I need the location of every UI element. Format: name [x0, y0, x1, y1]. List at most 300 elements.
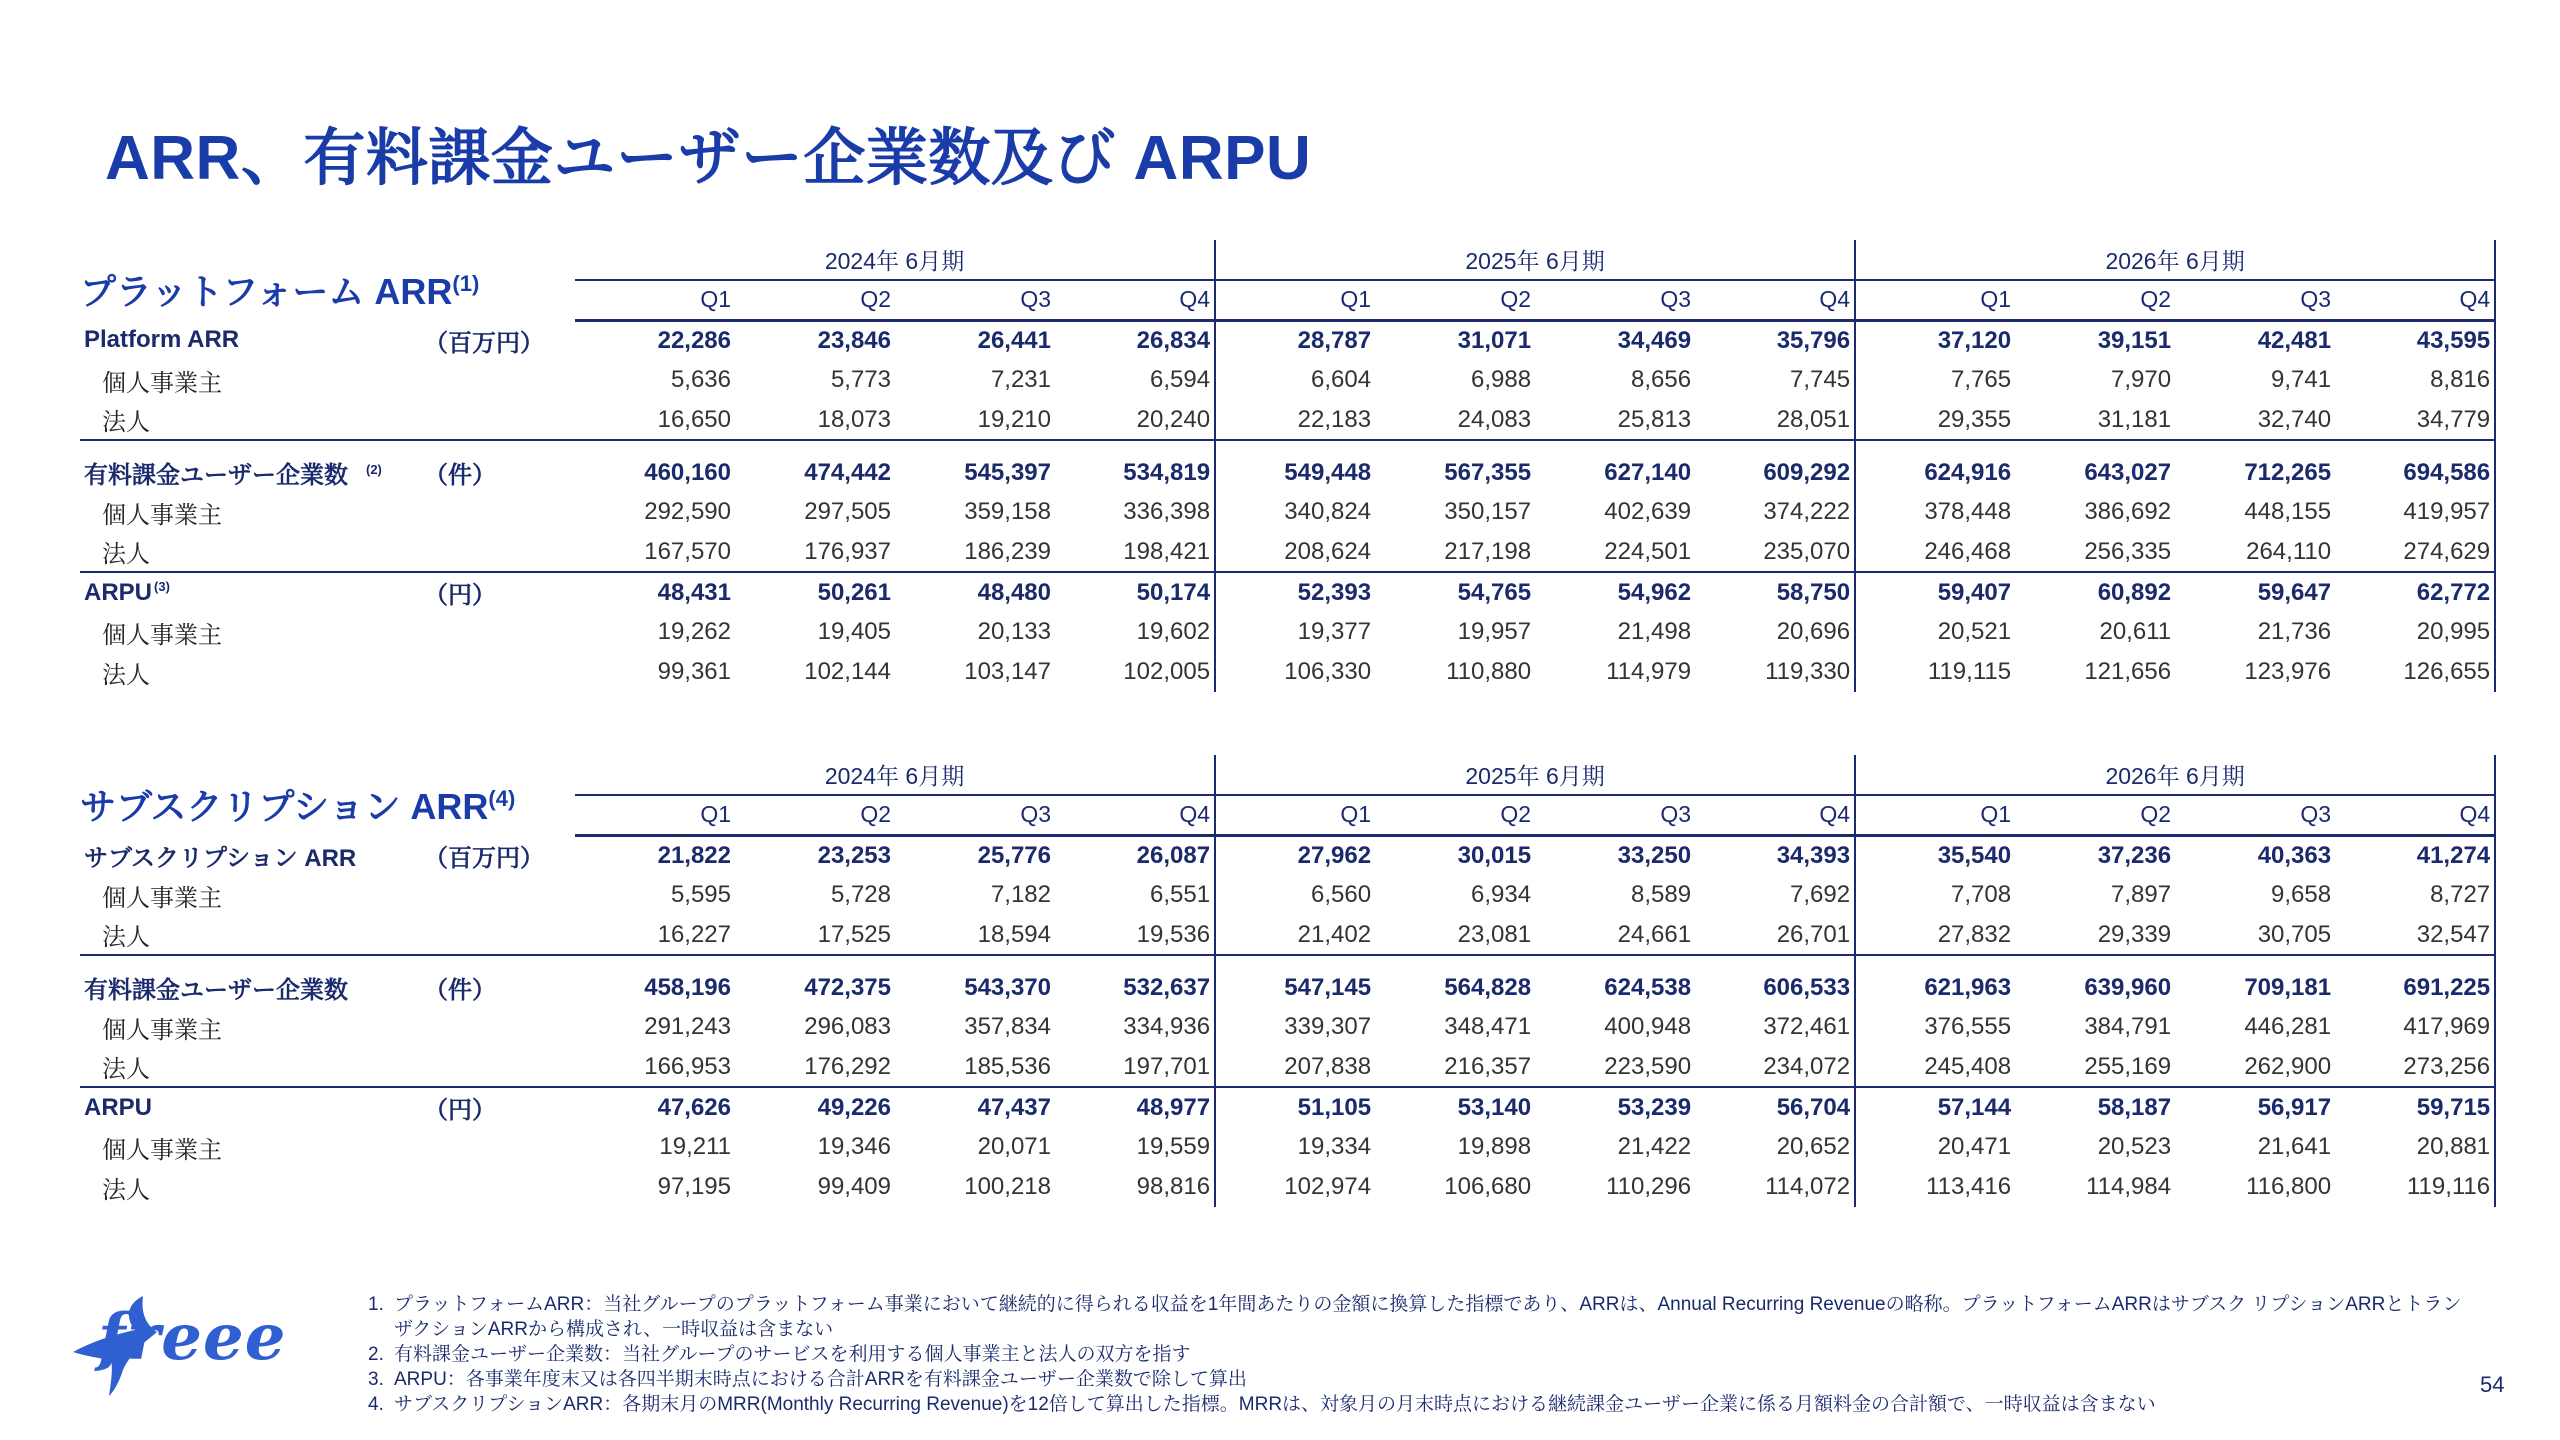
value-cell: 19,210 — [977, 405, 1051, 433]
value-cell: 20,471 — [1937, 1133, 2012, 1160]
row-label-text: 法人 — [102, 924, 150, 951]
row-unit — [420, 400, 575, 440]
row-label-text: 個人事業主 — [102, 1016, 222, 1044]
fiscal-year-header: 2025年 6月期 — [1215, 755, 1855, 795]
value-cell: 39,151 — [2097, 326, 2172, 354]
table-row — [80, 915, 2495, 955]
value-cell: 41,274 — [2335, 835, 2495, 875]
value-cell: 359,158 — [964, 498, 1051, 525]
row-unit: （円） — [420, 1087, 575, 1127]
value-cell: 56,917 — [2175, 1087, 2335, 1127]
value-cell: 50,174 — [1055, 572, 1215, 612]
value-cell: 624,538 — [1535, 955, 1695, 1007]
footnote-mark: (2) — [366, 462, 382, 477]
value-cell: 26,834 — [1055, 320, 1215, 360]
value-cell: 31,181 — [2097, 405, 2172, 433]
value-cell: 264,110 — [2246, 537, 2332, 565]
value-cell: 6,604 — [1310, 366, 1372, 393]
value-cell: 378,448 — [1924, 498, 2012, 525]
row-label — [80, 652, 420, 692]
value-cell: 547,145 — [1215, 955, 1375, 1007]
header-spacer — [80, 240, 420, 280]
value-cell: 103,147 — [964, 658, 1051, 685]
value-cell: 58,187 — [2015, 1087, 2175, 1127]
value-cell: 48,480 — [895, 572, 1055, 612]
value-cell: 8,656 — [1630, 366, 1692, 393]
value-cell: 234,072 — [1695, 1047, 1855, 1087]
quarter-header: Q1 — [575, 280, 735, 320]
section-title-footnote-mark: (1) — [452, 271, 480, 296]
footnote-item — [368, 1367, 2478, 1392]
row-label — [80, 1047, 420, 1087]
value-cell: 534,819 — [1055, 440, 1215, 492]
fiscal-year-header: 2026年 6月期 — [1855, 240, 2495, 280]
value-cell: 296,083 — [804, 1013, 891, 1040]
value-cell: 27,832 — [1937, 920, 2012, 948]
value-cell: 24,083 — [1457, 405, 1532, 433]
value-cell: 532,637 — [1055, 955, 1215, 1007]
section-title-footnote-mark: (4) — [488, 786, 516, 811]
row-label — [80, 875, 420, 915]
row-label-text: 法人 — [102, 409, 150, 436]
quarter-header: Q4 — [1695, 795, 1855, 835]
value-cell: 7,708 — [1951, 881, 2012, 908]
value-cell: 102,974 — [1284, 1173, 1372, 1200]
value-cell: 25,813 — [1617, 405, 1692, 433]
value-cell: 114,984 — [2086, 1173, 2172, 1200]
subscription-arr-table — [80, 755, 2496, 1207]
value-cell: 448,155 — [2244, 498, 2332, 525]
quarter-header: Q3 — [895, 280, 1055, 320]
footnote-item — [368, 1342, 2478, 1367]
value-cell: 5,728 — [830, 881, 891, 908]
value-cell: 110,296 — [1606, 1173, 1692, 1200]
quarter-header: Q4 — [2335, 795, 2495, 835]
value-cell: 28,051 — [1695, 400, 1855, 440]
section-title-text: サブスクリプション ARR — [80, 786, 489, 827]
value-cell: 246,468 — [1924, 537, 2012, 565]
footnote-text: サブスクリプションARR：各期末月のMRR(Monthly Recurring Revenue)を12倍して算出した指標。MRRは、対象月の月末時点における継続課金ユーザー企業に係る月額料金の合計額で、一時収益は含まない — [394, 1394, 2156, 1415]
value-cell: 37,236 — [2097, 841, 2172, 869]
footnotes — [368, 1292, 2478, 1417]
row-unit — [420, 1007, 575, 1047]
value-cell: 27,962 — [1297, 841, 1372, 869]
freee-logo-text: freee — [98, 1300, 287, 1375]
value-cell: 18,594 — [977, 920, 1051, 948]
value-cell: 18,073 — [817, 405, 891, 433]
quarter-header: Q1 — [1855, 795, 2015, 835]
value-cell: 7,745 — [1695, 360, 1855, 400]
value-cell: 25,776 — [977, 841, 1051, 869]
row-label — [80, 835, 420, 875]
value-cell: 217,198 — [1444, 537, 1532, 565]
table-row — [80, 320, 2495, 360]
value-cell: 185,536 — [964, 1052, 1051, 1080]
row-label — [80, 955, 420, 1007]
value-cell: 19,262 — [657, 618, 731, 645]
value-cell: 31,071 — [1457, 326, 1532, 354]
value-cell: 6,551 — [1055, 875, 1215, 915]
row-unit: （百万円） — [424, 844, 544, 872]
value-cell: 198,421 — [1055, 532, 1215, 572]
value-cell: 292,590 — [644, 498, 731, 525]
row-unit — [420, 652, 575, 692]
value-cell: 30,015 — [1457, 841, 1532, 869]
value-cell: 53,239 — [1535, 1087, 1695, 1127]
value-cell: 16,650 — [657, 405, 731, 433]
platform-arr-table — [80, 240, 2496, 692]
value-cell: 386,692 — [2084, 498, 2172, 525]
value-cell: 106,680 — [1444, 1173, 1532, 1200]
value-cell: 7,231 — [990, 366, 1051, 393]
row-unit — [420, 875, 575, 915]
value-cell: 350,157 — [1444, 498, 1532, 525]
value-cell: 20,652 — [1695, 1127, 1855, 1167]
value-cell: 208,624 — [1284, 537, 1372, 565]
value-cell: 51,105 — [1215, 1087, 1375, 1127]
value-cell: 119,330 — [1695, 652, 1855, 692]
value-cell: 643,027 — [2015, 440, 2175, 492]
footnote-item — [368, 1292, 2478, 1342]
row-label-text: 法人 — [102, 541, 150, 568]
row-label-text: 法人 — [102, 661, 150, 689]
value-cell: 48,431 — [575, 572, 735, 612]
row-label — [80, 1127, 420, 1167]
quarter-header: Q1 — [1215, 280, 1375, 320]
value-cell: 235,070 — [1695, 532, 1855, 572]
header-spacer — [420, 795, 575, 835]
row-label — [80, 492, 420, 532]
value-cell: 20,995 — [2335, 612, 2495, 652]
value-cell: 8,589 — [1630, 881, 1692, 908]
footnote-text: プラットフォームARR：当社グループのプラットフォーム事業において継続的に得られる収益を1年間あたりの金額に換算した指標であり、ARRは、Annual Recurring Revenueの略称。プラットフォームARRはサブスク リプションARRとトランザクションARRから構成され、一時収益は含まない — [394, 1294, 2462, 1340]
table-row — [80, 875, 2495, 915]
quarter-header: Q4 — [2335, 280, 2495, 320]
value-cell: 417,969 — [2335, 1007, 2495, 1047]
row-label-text: 個人事業主 — [102, 1136, 222, 1164]
value-cell: 47,437 — [895, 1087, 1055, 1127]
value-cell: 123,976 — [2244, 658, 2332, 685]
value-cell: 50,261 — [735, 572, 895, 612]
value-cell: 176,937 — [804, 537, 891, 565]
value-cell: 176,292 — [804, 1052, 891, 1080]
value-cell: 624,916 — [1855, 440, 2015, 492]
fiscal-year-header: 2026年 6月期 — [1855, 755, 2495, 795]
value-cell: 402,639 — [1604, 498, 1692, 525]
value-cell: 34,469 — [1617, 326, 1692, 354]
value-cell: 52,393 — [1215, 572, 1375, 612]
value-cell: 22,183 — [1297, 405, 1372, 433]
header-spacer — [80, 795, 420, 835]
footnote-number: 4. — [368, 1394, 384, 1415]
fiscal-year-header: 2024年 6月期 — [575, 755, 1215, 795]
value-cell: 20,881 — [2335, 1127, 2495, 1167]
quarter-header: Q3 — [1535, 280, 1695, 320]
value-cell: 119,115 — [1927, 658, 2012, 685]
value-cell: 7,765 — [1951, 366, 2012, 393]
value-cell: 54,765 — [1375, 572, 1535, 612]
section-title-text: プラットフォーム ARR — [80, 271, 453, 312]
footnote-number: 3. — [368, 1369, 384, 1390]
value-cell: 21,422 — [1617, 1133, 1692, 1160]
value-cell: 56,704 — [1695, 1087, 1855, 1127]
row-label — [80, 440, 420, 492]
value-cell: 8,727 — [2335, 875, 2495, 915]
value-cell: 339,307 — [1284, 1013, 1372, 1040]
row-label — [80, 320, 420, 360]
row-unit — [420, 492, 575, 532]
value-cell: 20,071 — [977, 1133, 1051, 1160]
value-cell: 16,227 — [657, 920, 731, 948]
table-row — [80, 492, 2495, 532]
value-cell: 256,335 — [2084, 537, 2172, 565]
value-cell: 621,963 — [1855, 955, 2015, 1007]
value-cell: 119,116 — [2335, 1167, 2495, 1207]
value-cell: 21,641 — [2257, 1133, 2332, 1160]
value-cell: 102,144 — [804, 658, 891, 685]
table-row — [80, 1047, 2495, 1087]
value-cell: 223,590 — [1604, 1052, 1692, 1080]
row-label-text: 個人事業主 — [102, 884, 222, 912]
value-cell: 53,140 — [1375, 1087, 1535, 1127]
value-cell: 9,741 — [2271, 366, 2332, 393]
header-spacer — [420, 755, 575, 795]
value-cell: 60,892 — [2015, 572, 2175, 612]
value-cell: 334,936 — [1055, 1007, 1215, 1047]
value-cell: 609,292 — [1695, 440, 1855, 492]
value-cell: 19,602 — [1055, 612, 1215, 652]
table-row — [80, 360, 2495, 400]
row-unit — [420, 1167, 575, 1207]
value-cell: 458,196 — [575, 955, 735, 1007]
row-label — [80, 612, 420, 652]
value-cell: 26,087 — [1055, 835, 1215, 875]
value-cell: 58,750 — [1695, 572, 1855, 612]
value-cell: 6,594 — [1055, 360, 1215, 400]
value-cell: 376,555 — [1924, 1013, 2012, 1040]
value-cell: 197,701 — [1055, 1047, 1215, 1087]
value-cell: 26,701 — [1695, 915, 1855, 955]
value-cell: 106,330 — [1284, 658, 1372, 685]
row-label-text: 法人 — [102, 1056, 150, 1083]
fiscal-year-header: 2024年 6月期 — [575, 240, 1215, 280]
value-cell: 291,243 — [644, 1013, 731, 1040]
value-cell: 59,715 — [2335, 1087, 2495, 1127]
value-cell: 297,505 — [804, 498, 891, 525]
value-cell: 374,222 — [1695, 492, 1855, 532]
row-label-text: 個人事業主 — [102, 369, 222, 397]
row-unit — [420, 532, 575, 572]
value-cell: 7,970 — [2111, 366, 2172, 393]
value-cell: 40,363 — [2257, 841, 2332, 869]
value-cell: 543,370 — [895, 955, 1055, 1007]
footnote-text: 有料課金ユーザー企業数：当社グループのサービスを利用する個人事業主と法人の双方を指す — [394, 1344, 1191, 1365]
value-cell: 606,533 — [1695, 955, 1855, 1007]
value-cell: 336,398 — [1055, 492, 1215, 532]
table-row — [80, 572, 2495, 612]
value-cell: 709,181 — [2175, 955, 2335, 1007]
value-cell: 34,779 — [2335, 400, 2495, 440]
value-cell: 35,796 — [1695, 320, 1855, 360]
row-label-text: ARPU — [84, 1093, 153, 1121]
value-cell: 357,834 — [964, 1013, 1051, 1040]
quarter-header: Q1 — [1215, 795, 1375, 835]
value-cell: 43,595 — [2335, 320, 2495, 360]
value-cell: 691,225 — [2335, 955, 2495, 1007]
value-cell: 29,355 — [1937, 405, 2012, 433]
value-cell: 19,559 — [1055, 1127, 1215, 1167]
value-cell: 549,448 — [1215, 440, 1375, 492]
value-cell: 372,461 — [1695, 1007, 1855, 1047]
value-cell: 97,195 — [657, 1173, 731, 1200]
row-label — [80, 1007, 420, 1047]
value-cell: 100,218 — [964, 1173, 1051, 1200]
value-cell: 419,957 — [2335, 492, 2495, 532]
value-cell: 126,655 — [2335, 652, 2495, 692]
row-label-text: サブスクリプション ARR — [84, 844, 357, 872]
value-cell: 273,256 — [2335, 1047, 2495, 1087]
value-cell: 110,880 — [1446, 658, 1532, 685]
row-unit — [420, 1047, 575, 1087]
quarter-header: Q2 — [1375, 795, 1535, 835]
value-cell: 37,120 — [1937, 326, 2012, 354]
table-row — [80, 440, 2495, 492]
value-cell: 5,773 — [830, 366, 891, 393]
quarter-header: Q4 — [1055, 280, 1215, 320]
quarter-header: Q2 — [2015, 280, 2175, 320]
value-cell: 712,265 — [2175, 440, 2335, 492]
quarter-header: Q3 — [895, 795, 1055, 835]
value-cell: 116,800 — [2246, 1173, 2332, 1200]
value-cell: 20,523 — [2097, 1133, 2172, 1160]
header-spacer — [80, 755, 420, 795]
value-cell: 62,772 — [2335, 572, 2495, 612]
value-cell: 114,072 — [1695, 1167, 1855, 1207]
value-cell: 59,407 — [1855, 572, 2015, 612]
value-cell: 23,253 — [817, 841, 891, 869]
fiscal-year-header: 2025年 6月期 — [1215, 240, 1855, 280]
quarter-header-row — [80, 280, 2495, 320]
value-cell: 19,377 — [1297, 618, 1372, 645]
footnote-text: ARPU：各事業年度末又は各四半期末時点における合計ARRを有料課金ユーザー企業数で除して算出 — [394, 1369, 1247, 1390]
header-spacer — [80, 280, 420, 320]
value-cell: 20,696 — [1695, 612, 1855, 652]
row-unit — [420, 1127, 575, 1167]
value-cell: 6,560 — [1310, 881, 1372, 908]
row-unit: （円） — [420, 572, 575, 612]
row-label-text: Platform ARR — [84, 326, 240, 353]
value-cell: 5,595 — [670, 881, 731, 908]
value-cell: 255,169 — [2084, 1052, 2172, 1080]
row-unit: （百万円） — [424, 329, 544, 357]
row-label-text: ARPU — [84, 578, 153, 606]
value-cell: 19,536 — [1055, 915, 1215, 955]
value-cell: 121,656 — [2084, 658, 2172, 685]
value-cell: 5,636 — [670, 366, 731, 393]
value-cell: 98,816 — [1055, 1167, 1215, 1207]
row-unit — [420, 360, 575, 400]
value-cell: 274,629 — [2335, 532, 2495, 572]
row-label-text: 有料課金ユーザー企業数 — [84, 462, 348, 489]
value-cell: 113,416 — [1926, 1173, 2012, 1200]
row-label — [80, 572, 420, 612]
value-cell: 23,846 — [817, 326, 891, 354]
value-cell: 207,838 — [1284, 1052, 1372, 1080]
value-cell: 262,900 — [2244, 1052, 2332, 1080]
value-cell: 694,586 — [2335, 440, 2495, 492]
value-cell: 20,521 — [1937, 618, 2012, 645]
year-header-row — [80, 755, 2495, 795]
header-spacer — [420, 280, 575, 320]
row-label-text: 個人事業主 — [102, 621, 222, 649]
value-cell: 446,281 — [2244, 1013, 2332, 1040]
quarter-header: Q4 — [1055, 795, 1215, 835]
value-cell: 19,211 — [659, 1133, 731, 1160]
value-cell: 24,661 — [1617, 920, 1692, 948]
table-row — [80, 532, 2495, 572]
value-cell: 28,787 — [1297, 326, 1372, 354]
value-cell: 22,286 — [657, 326, 731, 354]
value-cell: 19,898 — [1457, 1133, 1532, 1160]
row-unit — [420, 612, 575, 652]
value-cell: 348,471 — [1444, 1013, 1532, 1040]
value-cell: 474,442 — [735, 440, 895, 492]
quarter-header: Q3 — [2175, 795, 2335, 835]
value-cell: 8,816 — [2335, 360, 2495, 400]
value-cell: 245,408 — [1924, 1052, 2012, 1080]
value-cell: 26,441 — [977, 326, 1051, 354]
value-cell: 639,960 — [2015, 955, 2175, 1007]
value-cell: 9,658 — [2271, 881, 2332, 908]
quarter-header: Q3 — [1535, 795, 1695, 835]
row-label — [80, 915, 420, 955]
value-cell: 32,547 — [2335, 915, 2495, 955]
value-cell: 564,828 — [1375, 955, 1535, 1007]
table-row — [80, 835, 2495, 875]
quarter-header: Q2 — [1375, 280, 1535, 320]
value-cell: 32,740 — [2257, 405, 2332, 433]
value-cell: 21,822 — [657, 841, 731, 869]
row-label — [80, 1087, 420, 1127]
value-cell: 20,240 — [1055, 400, 1215, 440]
table-row — [80, 1007, 2495, 1047]
value-cell: 57,144 — [1855, 1087, 2015, 1127]
row-label-text: 法人 — [102, 1176, 150, 1204]
value-cell: 48,977 — [1055, 1087, 1215, 1127]
value-cell: 114,979 — [1606, 658, 1692, 685]
row-unit: （件） — [420, 955, 575, 1007]
value-cell: 19,346 — [817, 1133, 891, 1160]
page-title: ARR、有料課金ユーザー企業数及び ARPU — [105, 124, 1312, 193]
quarter-header: Q1 — [1855, 280, 2015, 320]
value-cell: 384,791 — [2084, 1013, 2172, 1040]
value-cell: 30,705 — [2257, 920, 2332, 948]
value-cell: 340,824 — [1284, 498, 1372, 525]
header-spacer — [420, 240, 575, 280]
value-cell: 34,393 — [1695, 835, 1855, 875]
table-row — [80, 1167, 2495, 1207]
row-label-text: 有料課金ユーザー企業数 — [84, 977, 348, 1004]
value-cell: 224,501 — [1604, 537, 1692, 565]
footnote-item — [368, 1392, 2478, 1417]
value-cell: 29,339 — [2097, 920, 2172, 948]
footnote-number: 1. — [368, 1294, 384, 1315]
value-cell: 59,647 — [2175, 572, 2335, 612]
value-cell: 54,962 — [1535, 572, 1695, 612]
year-header-row — [80, 240, 2495, 280]
value-cell: 472,375 — [735, 955, 895, 1007]
table-row — [80, 400, 2495, 440]
